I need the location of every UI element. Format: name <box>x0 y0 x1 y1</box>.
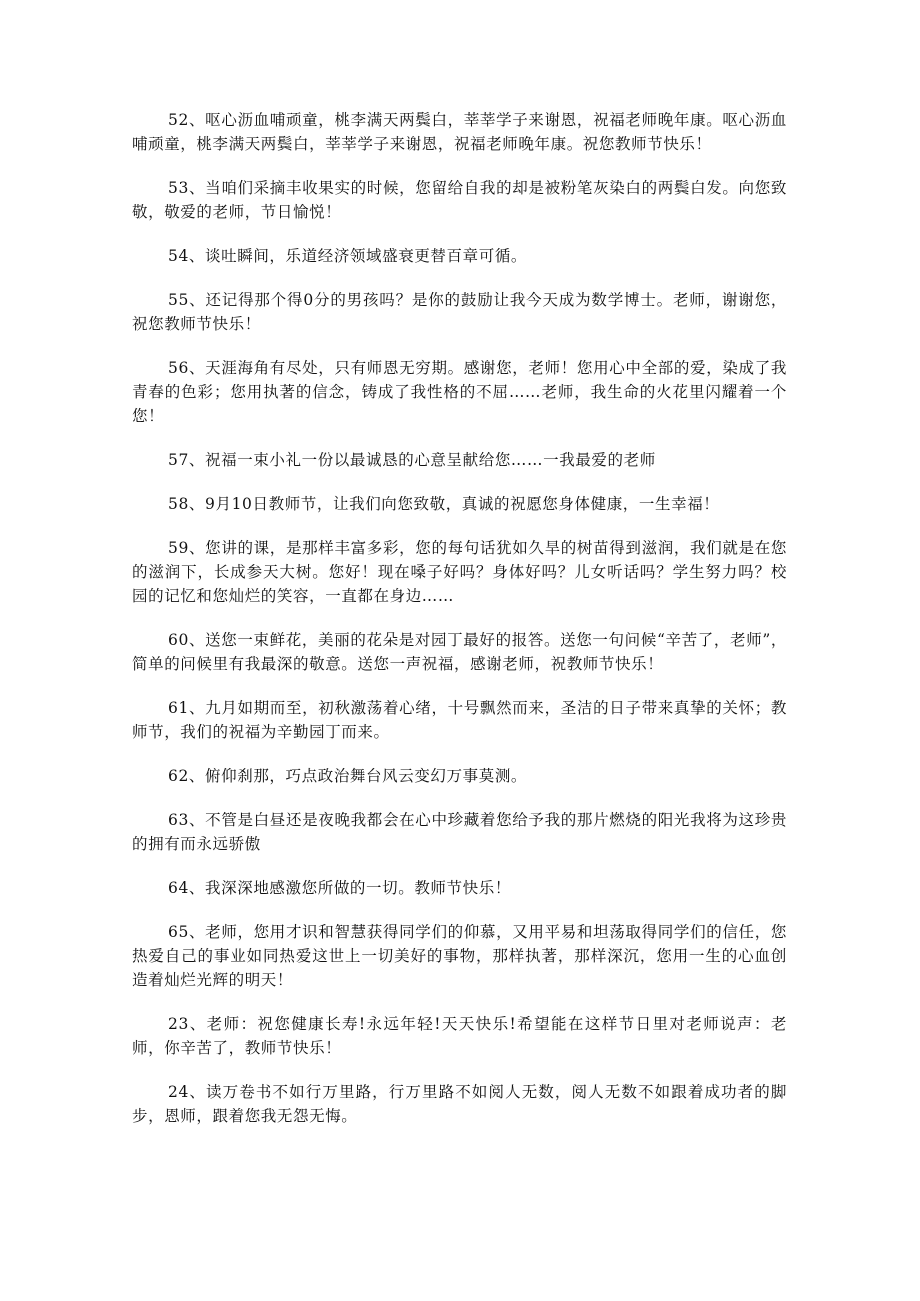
paragraph-52: 52、呕心沥血哺顽童，桃李满天两鬓白，莘莘学子来谢恩，祝福老师晚年康。呕心沥血哺顽童，桃李满天两鬓白，莘莘学子来谢恩，祝福老师晚年康。祝您教师节快乐！ <box>132 111 787 153</box>
paragraph-64: 64、我深深地感激您所做的一切。教师节快乐！ <box>168 879 511 897</box>
paragraph-62: 62、俯仰刹那，巧点政治舞台风云变幻万事莫测。 <box>168 767 528 785</box>
paragraph-63: 63、不管是白昼还是夜晚我都会在心中珍藏着您给予我的那片燃烧的阳光我将为这珍贵的拥有而永远骄傲 <box>132 811 787 853</box>
paragraph-59: 59、您讲的课，是那样丰富多彩，您的每句话犹如久旱的树苗得到滋润，我们就是在您的滋润下，长成参天大树。您好！现在嗓子好吗？身体好吗？儿女听话吗？学生努力吗？校园的记忆和您灿烂的笑容，一直都在身边…… <box>132 539 787 605</box>
paragraph-55: 55、还记得那个得0分的男孩吗？是你的鼓励让我今天成为数学博士。老师，谢谢您，祝您教师节快乐！ <box>132 291 787 333</box>
paragraph-61: 61、九月如期而至，初秋激荡着心绪，十号飘然而来，圣洁的日子带来真挚的关怀；教师节，我们的祝福为辛勤园丁而来。 <box>132 699 787 741</box>
paragraph-53: 53、当咱们采摘丰收果实的时候，您留给自我的却是被粉笔灰染白的两鬓白发。向您致敬，敬爱的老师，节日愉悦！ <box>132 179 787 221</box>
paragraph-58: 58、9月10日教师节，让我们向您致敬，真诚的祝愿您身体健康，一生幸福！ <box>168 495 720 513</box>
paragraph-65: 65、老师，您用才识和智慧获得同学们的仰慕，又用平易和坦荡取得同学们的信任，您热爱自己的事业如同热爱这世上一切美好的事物，那样执著，那样深沉，您用一生的心血创造着灿烂光辉的明天！ <box>132 923 787 989</box>
paragraph-54: 54、谈吐瞬间，乐道经济领域盛衰更替百章可循。 <box>168 247 528 265</box>
document-body <box>132 108 787 1148</box>
paragraph-60: 60、送您一束鲜花，美丽的花朵是对园丁最好的报答。送您一句问候“辛苦了，老师”，简单的问候里有我最深的敬意。送您一声祝福，感谢老师，祝教师节快乐！ <box>132 631 787 673</box>
paragraph-23: 23、老师：祝您健康长寿!永远年轻!天天快乐!希望能在这样节日里对老师说声：老师，你辛苦了，教师节快乐！ <box>132 1015 787 1057</box>
paragraph-57: 57、祝福一束小礼一份以最诚恳的心意呈献给您……一我最爱的老师 <box>168 451 656 469</box>
paragraph-24: 24、读万卷书不如行万里路，行万里路不如阅人无数，阅人无数不如跟着成功者的脚步，恩师，跟着您我无怨无悔。 <box>132 1083 787 1125</box>
paragraph-56: 56、天涯海角有尽处，只有师恩无穷期。感谢您，老师！您用心中全部的爱，染成了我青春的色彩；您用执著的信念，铸成了我性格的不屈……老师，我生命的火花里闪耀着一个您！ <box>132 359 787 425</box>
